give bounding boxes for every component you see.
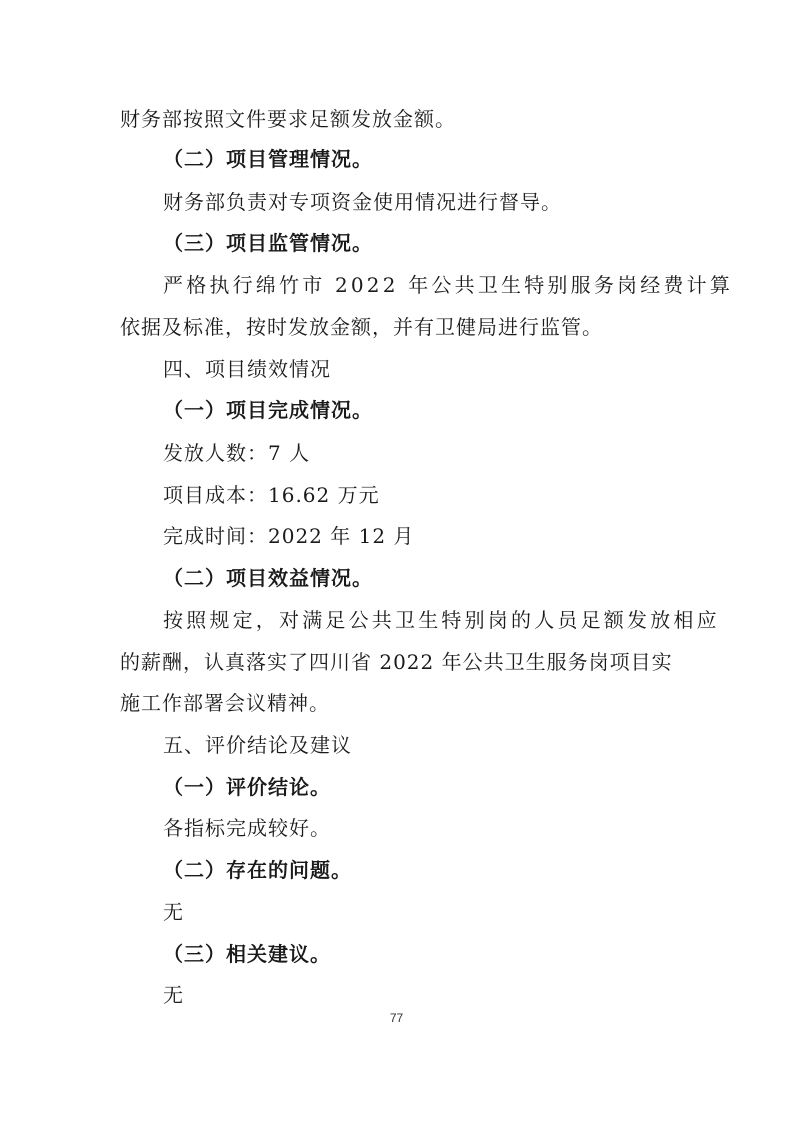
- paragraph-supervision-line-1: 严格执行绵竹市 2022 年公共卫生特别服务岗经费计算: [163, 273, 734, 297]
- paragraph-line-funding: 财务部按照文件要求足额发放金额。: [120, 107, 456, 131]
- field-recipients-count: 发放人数：7 人: [163, 441, 311, 465]
- paragraph-evaluation-conclusion: 各指标完成较好。: [163, 816, 331, 840]
- paragraph-related-suggestions: 无: [163, 983, 184, 1007]
- heading-existing-problems: （二）存在的问题。: [163, 858, 352, 882]
- section-heading-conclusion: 五、评价结论及建议: [163, 733, 352, 757]
- heading-benefits: （二）项目效益情况。: [163, 566, 373, 590]
- paragraph-supervision-line-2: 依据及标准，按时发放金额，并有卫健局进行监管。: [120, 315, 603, 339]
- heading-project-management: （二）项目管理情况。: [163, 147, 373, 171]
- paragraph-project-management: 财务部负责对专项资金使用情况进行督导。: [163, 190, 562, 214]
- heading-project-supervision: （三）项目监管情况。: [163, 231, 373, 255]
- section-heading-performance: 四、项目绩效情况: [163, 357, 331, 381]
- heading-evaluation-conclusion: （一）评价结论。: [163, 775, 331, 799]
- paragraph-benefits-line-2: 的薪酬，认真落实了四川省 2022 年公共卫生服务岗项目实: [120, 650, 673, 674]
- field-completion-date: 完成时间：2022 年 12 月: [163, 524, 415, 548]
- page-number: 77: [389, 1011, 404, 1025]
- heading-related-suggestions: （三）相关建议。: [163, 942, 331, 966]
- field-project-cost: 项目成本：16.62 万元: [163, 483, 380, 507]
- paragraph-benefits-line-3: 施工作部署会议精神。: [120, 691, 330, 715]
- paragraph-existing-problems: 无: [163, 900, 184, 924]
- paragraph-benefits-line-1: 按照规定，对满足公共卫生特别岗的人员足额发放相应: [163, 608, 720, 632]
- heading-completion: （一）项目完成情况。: [163, 398, 373, 422]
